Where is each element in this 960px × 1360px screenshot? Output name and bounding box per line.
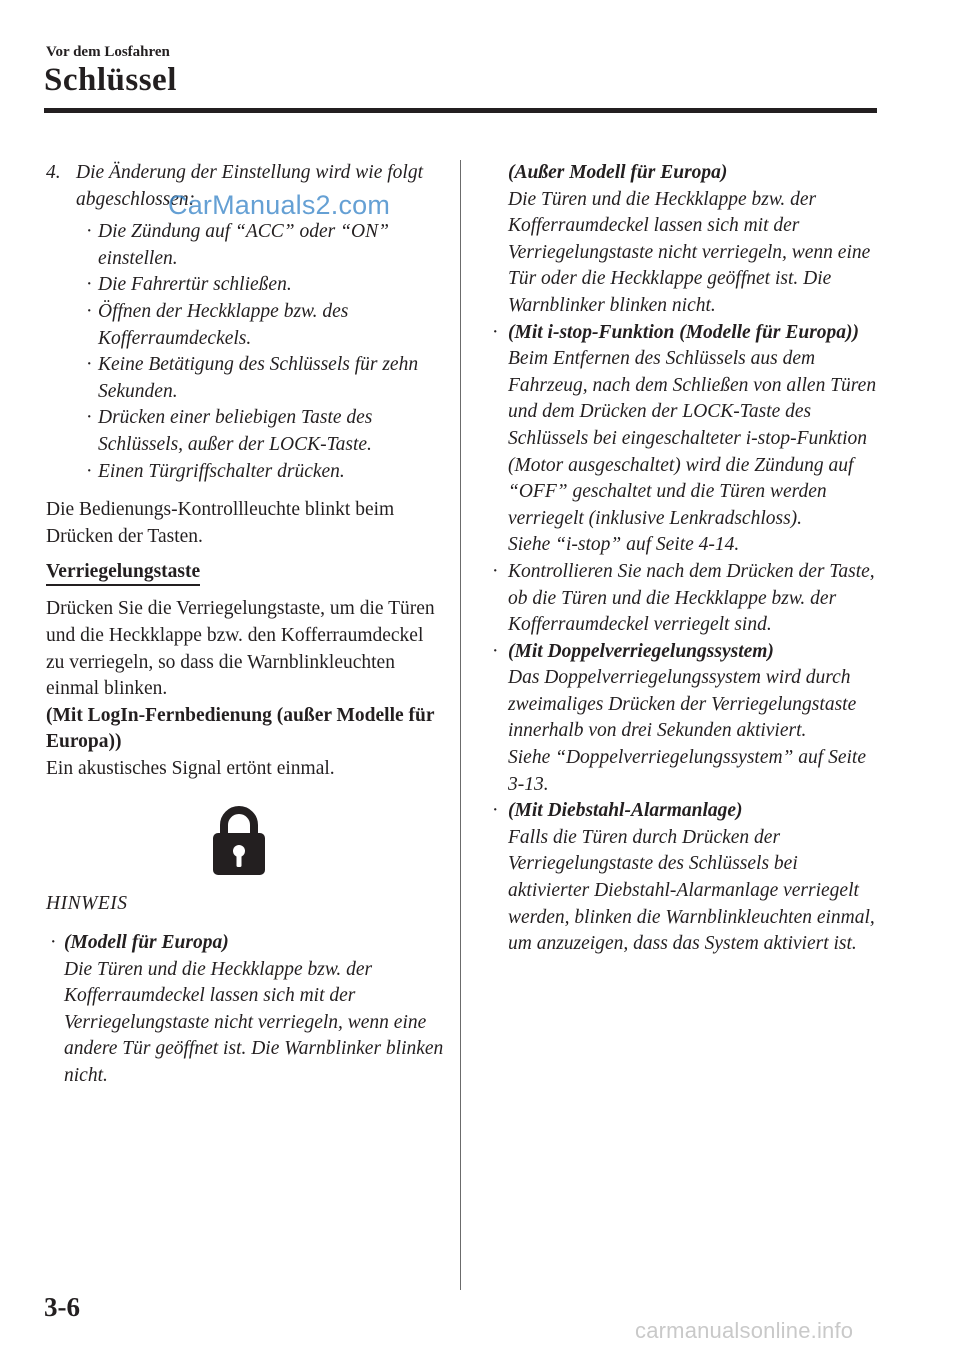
watermark-logo: CarManuals2.com (168, 190, 391, 220)
note-list (46, 930, 446, 1090)
step-number: 4. (46, 162, 61, 183)
note-text: Kontrollieren Sie nach dem Drücken der Taste, ob die Türen und die Heckklappe bzw. der Kofferraumdeckel verriegelt sind. (508, 560, 875, 636)
note-text: Die Türen und die Heckklappe bzw. der Kofferraumdeckel lassen sich mit der Verriegelungstaste nicht verriegeln, wenn eine Tür oder die Heckklappe geöffnet ist. Die Warnblinker blinken nicht. (508, 188, 871, 316)
bullet-item: · Die Zündung auf “ACC” oder “ON” einstellen. (86, 221, 389, 269)
footer-watermark: carmanualsonline.info (635, 1318, 854, 1343)
login-title: (Mit LogIn-Fernbedienung (außer Modelle für Europa)) (46, 704, 435, 753)
right-column (482, 160, 882, 958)
note-text: Die Türen und die Heckklappe bzw. der Kofferraumdeckel lassen sich mit der Verriegelungstaste nicht verriegeln, wenn eine andere Tür geöffnet ist. Die Warnblinker blinken nicht. (64, 958, 444, 1086)
header-rule (44, 108, 877, 113)
note-title: (Mit i-stop-Funktion (Modelle für Europa)) (508, 321, 860, 343)
note-title: (Mit Diebstahl-Alarmanlage) (508, 800, 743, 822)
step-bullets (46, 219, 444, 485)
page-title: Schlüssel (44, 62, 177, 98)
column-divider (460, 160, 461, 1290)
section-label: Vor dem Losfahren (46, 44, 170, 60)
bullet-item: · Drücken einer beliebigen Taste des Schlüssels, außer der LOCK-Taste. (86, 407, 373, 455)
page-number: 3-6 (44, 1292, 80, 1322)
note-heading: HINWEIS (46, 893, 128, 914)
note-item-double-lock: · (Mit Doppelverriegelungssystem) Das Doppelverriegelungssystem wird durch zweimaliges Drücken der Verriegelungstaste innerhalb von drei Sekunden aktiviert. Siehe “Doppelverriegelungssystem” auf Seite 3-13. (482, 639, 882, 799)
note-title: (Außer Modell für Europa) (508, 162, 728, 183)
note-item-europe: · (Modell für Europa) Die Türen und die Heckklappe bzw. der Kofferraumdeckel lassen sich mit der Verriegelungstaste nicht verriegeln, wenn eine andere Tür geöffnet ist. Die Warnblinker blinken nicht. (46, 930, 446, 1090)
left-column (46, 160, 444, 782)
note-text: Das Doppelverriegelungssystem wird durch zweimaliges Drücken der Verriegelungstaste innerhalb von drei Sekunden aktiviert. (508, 667, 857, 742)
bullet-item: · Einen Türgriffschalter drücken. (86, 460, 345, 482)
note-reference: Siehe “i-stop” auf Seite 4-14. (508, 534, 740, 556)
bullet-item: · Die Fahrertür schließen. (86, 274, 292, 296)
login-text: Ein akustisches Signal ertönt einmal. (46, 757, 335, 779)
note-list-right (482, 320, 882, 958)
note-item-istop: · (Mit i-stop-Funktion (Modelle für Europa)) Beim Entfernen des Schlüssels aus dem Fahrzeug, nach dem Schließen von allen Türen und dem Drücken der LOCK-Taste des Schlüssels bei eingeschalteter i-stop-Funktion (Motor ausgeschaltet) wird die Zündung auf “OFF” geschaltet und die Türen werden verriegelt (inklusive Lenkradschloss). Siehe “i-stop” auf Seite 4-14. (482, 320, 882, 559)
lock-instructions: Drücken Sie die Verriegelungstaste, um die Türen und die Heckklappe bzw. den Kofferraumdeckel zu verriegeln, so dass die Warnblinkleuchten einmal blinken. (46, 598, 435, 700)
bullet-item: · Keine Betätigung des Schlüssels für zehn Sekunden. (86, 354, 419, 402)
note-text: Falls die Türen durch Drücken der Verriegelungstaste des Schlüssels bei aktivierter Diebstahl-Alarmanlage verriegelt werden, blinken die Warnblinkleuchten einmal, um anzuzeigen, dass das System aktiviert ist. (508, 826, 875, 955)
step-text: Die Änderung der Einstellung wird wie folgt abgeschlossen: (76, 162, 424, 210)
note-item-check: · Kontrollieren Sie nach dem Drücken der Taste, ob die Türen und die Heckklappe bzw. der Kofferraumdeckel verriegelt sind. (482, 559, 882, 639)
note-title: (Mit Doppelverriegelungssystem) (508, 640, 774, 662)
bullet-item: · Öffnen der Heckklappe bzw. des Kofferraumdeckels. (86, 300, 349, 349)
note-item-non-europe (482, 160, 882, 320)
section-heading: Verriegelungstaste (46, 560, 200, 586)
note-text: Beim Entfernen des Schlüssels aus dem Fahrzeug, nach dem Schließen von allen Türen und dem Drücken der LOCK-Taste des Schlüssels bei eingeschalteter i-stop-Funktion (Motor ausgeschaltet) wird die Zündung auf “OFF” geschaltet und die Türen werden verriegelt (inklusive Lenkradschloss). (508, 348, 877, 529)
lock-icon (212, 805, 266, 875)
note-title: (Modell für Europa) (64, 932, 229, 953)
note-item-alarm: · (Mit Diebstahl-Alarmanlage) Falls die Türen durch Drücken der Verriegelungstaste des Schlüssels bei aktivierter Diebstahl-Alarmanlage verriegelt werden, blinken die Warnblinkleuchten einmal, um anzuzeigen, dass das System aktiviert ist. (482, 798, 882, 958)
blink-text: Die Bedienungs-Kontrollleuchte blinkt beim Drücken der Tasten. (46, 499, 395, 547)
note-reference: Siehe “Doppelverriegelungssystem” auf Seite 3-13. (508, 747, 866, 795)
